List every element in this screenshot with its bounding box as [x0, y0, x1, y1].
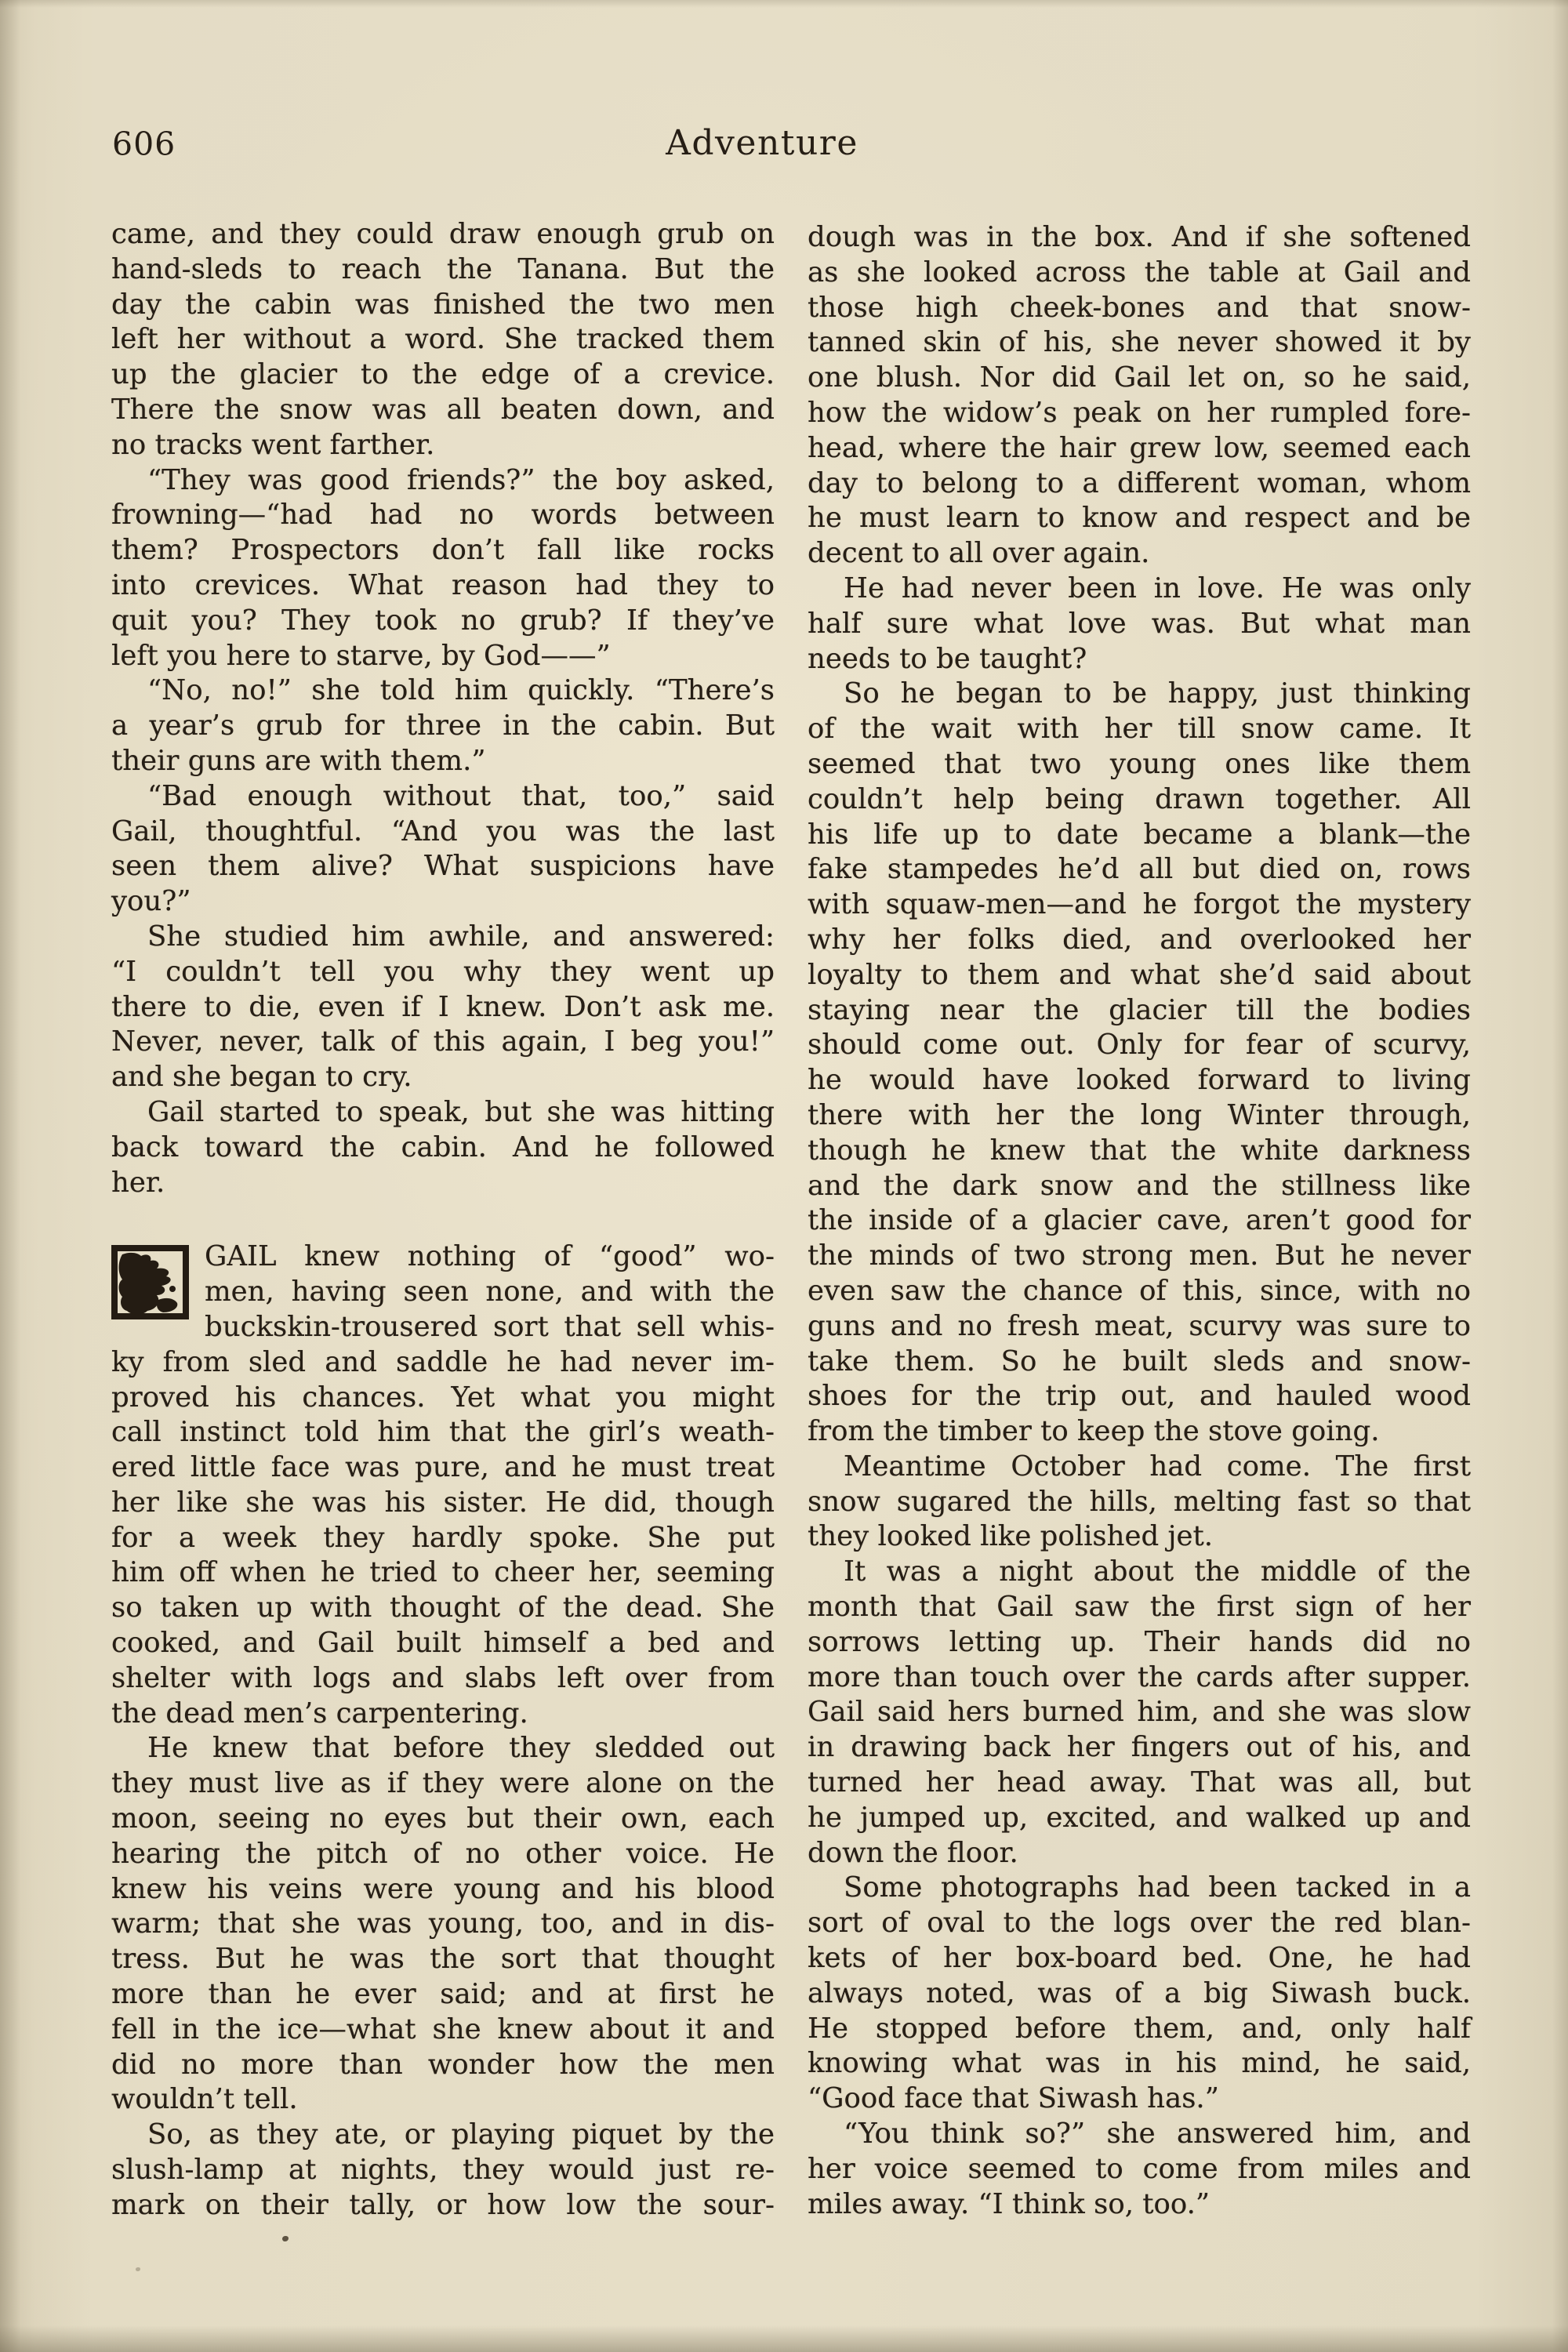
- paragraph: [808, 220, 1471, 572]
- text-line: GAIL knew nothing of “good” wo-: [205, 1240, 775, 1273]
- text-line: there to die, even if I knew. Don’t ask me.: [111, 990, 775, 1023]
- text-line: ky from sled and saddle he had never im-: [111, 1345, 775, 1378]
- text-line: moon, seeing no eyes but their own, each: [111, 1802, 775, 1835]
- text-line: hand-sleds to reach the Tanana. But the: [111, 252, 775, 285]
- text-line: you?”: [111, 885, 191, 918]
- text-line: kets of her box-board bed. One, he had: [808, 1942, 1471, 1975]
- text-line: Some photographs had been tacked in a: [844, 1871, 1471, 1904]
- text-line: men, having seen none, and with the: [205, 1276, 775, 1308]
- paragraph: [808, 1450, 1471, 1555]
- paragraph: [808, 572, 1471, 677]
- text-line: sort of oval to the logs over the red blan-: [808, 1907, 1471, 1940]
- text-line: for a week they hardly spoke. She put: [111, 1521, 775, 1554]
- text-line: he would have looked forward to living: [808, 1064, 1471, 1097]
- text-line: those high cheek-bones and that snow-: [808, 291, 1471, 324]
- text-line: Meantime October had come. The first: [844, 1450, 1471, 1483]
- text-line: came, and they could draw enough grub on: [111, 218, 775, 250]
- text-line: “No, no!” she told him quickly. “There’s: [147, 674, 775, 707]
- text-line: turned her head away. That was all, but: [808, 1766, 1471, 1799]
- text-line: how the widow’s peak on her rumpled fore-: [808, 396, 1471, 429]
- text-line: shelter with logs and slabs left over from: [111, 1661, 775, 1694]
- text-line: “You think so?” she answered him, and: [844, 2118, 1471, 2151]
- text-line: day to belong to a different woman, whom: [808, 466, 1471, 499]
- text-line: the dead men’s carpentering.: [111, 1697, 528, 1730]
- text-line: though he knew that the white darkness: [808, 1134, 1471, 1167]
- text-line: one blush. Nor did Gail let on, so he said,: [808, 361, 1471, 394]
- text-line: wouldn’t tell.: [111, 2083, 298, 2116]
- text-line: left her without a word. She tracked them: [111, 323, 775, 356]
- text-line: slush-lamp at nights, they would just re-: [111, 2154, 775, 2187]
- text-line: mark on their tally, or how low the sour-: [111, 2188, 775, 2221]
- text-line: So, as they ate, or playing piquet by the: [147, 2118, 775, 2151]
- text-line: her.: [111, 1166, 165, 1199]
- text-line: he jumped up, excited, and walked up and: [808, 1801, 1471, 1834]
- page-edge-shadow-right: [1552, 0, 1568, 2352]
- text-line: head, where the hair grew low, seemed each: [808, 431, 1471, 464]
- text-line: of the wait with her till snow came. It: [808, 713, 1471, 746]
- text-line: decent to all over again.: [808, 537, 1150, 570]
- text-line: ered little face was pure, and he must treat: [111, 1451, 775, 1484]
- text-line: and she began to cry.: [111, 1061, 412, 1094]
- text-line: Never, never, talk of this again, I beg you!”: [111, 1025, 775, 1058]
- running-head-magazine-title: Adventure: [666, 123, 858, 163]
- text-line: She studied him awhile, and answered:: [147, 920, 775, 953]
- text-line: He stopped before them, and, only half: [808, 2012, 1471, 2045]
- text-line: quit you? They took no grub? If they’ve: [111, 604, 775, 637]
- text-column-right: [808, 220, 1471, 2222]
- paragraph: [808, 1555, 1471, 1871]
- paragraph: [111, 1095, 775, 1200]
- ink-speck: [282, 2236, 289, 2241]
- text-line: loyalty to them and what she’d said about: [808, 958, 1471, 991]
- text-line: tress. But he was the sort that thought: [111, 1943, 775, 1976]
- paragraph: [111, 2118, 775, 2223]
- text-line: left you here to starve, by God——”: [111, 639, 611, 672]
- text-line: in drawing back her fingers out of his, and: [808, 1731, 1471, 1764]
- text-line: him off when he tried to cheer her, seeming: [111, 1556, 775, 1589]
- paragraph: [111, 920, 775, 1095]
- text-line: her like she was his sister. He did, though: [111, 1486, 775, 1519]
- page-edge-shadow-left: [0, 0, 20, 2352]
- text-line: “Good face that Siwash has.”: [808, 2082, 1219, 2115]
- text-line: more than he ever said; and at first he: [111, 1978, 775, 2011]
- text-line: the minds of two strong men. But he never: [808, 1240, 1471, 1272]
- text-line: “Bad enough without that, too,” said: [147, 779, 775, 812]
- text-line: take them. So he built sleds and snow-: [808, 1345, 1471, 1377]
- text-line: up the glacier to the edge of a crevice.: [111, 358, 775, 391]
- text-line: “They was good friends?” the boy asked,: [147, 463, 775, 496]
- text-line: knowing what was in his mind, he said,: [808, 2047, 1471, 2080]
- page-edge-shadow-bottom: [0, 2325, 1568, 2352]
- text-line: sorrows letting up. Their hands did no: [808, 1625, 1471, 1658]
- text-line: Gail said hers burned him, and she was slow: [808, 1696, 1471, 1729]
- text-line: Gail started to speak, but she was hitting: [147, 1095, 775, 1128]
- text-line: Gail, thoughtful. “And you was the last: [111, 815, 775, 848]
- text-line: he must learn to know and respect and be: [808, 502, 1471, 535]
- text-line: So he began to be happy, just thinking: [844, 677, 1471, 710]
- text-line: always noted, was of a big Siwash buck.: [808, 1976, 1471, 2009]
- text-line: so taken up with thought of the dead. She: [111, 1592, 775, 1624]
- text-line: It was a night about the middle of the: [844, 1555, 1471, 1588]
- text-line: fell in the ice—what she knew about it and: [111, 2013, 775, 2045]
- text-line: with squaw-men—and he forgot the mystery: [808, 888, 1471, 921]
- text-line: seemed that two young ones like them: [808, 747, 1471, 780]
- text-line: down the floor.: [808, 1836, 1018, 1869]
- text-line: his life up to date became a blank—the: [808, 818, 1471, 851]
- text-line: there with her the long Winter through,: [808, 1098, 1471, 1131]
- paragraph: [111, 1240, 775, 1731]
- text-line: from the timber to keep the stove going.: [808, 1415, 1380, 1448]
- section-ornament-woodcut-icon: [111, 1245, 189, 1319]
- text-line: staying near the glacier till the bodies: [808, 993, 1471, 1026]
- text-line: a year’s grub for three in the cabin. But: [111, 710, 775, 742]
- text-line: into crevices. What reason had they to: [111, 568, 775, 601]
- paragraph: [111, 779, 775, 920]
- text-line: seen them alive? What suspicions have: [111, 850, 775, 883]
- text-line: He had never been in love. He was only: [844, 572, 1471, 604]
- text-line: back toward the cabin. And he followed: [111, 1131, 775, 1163]
- text-line: day the cabin was finished the two men: [111, 288, 775, 321]
- text-line: more than touch over the cards after supper.: [808, 1661, 1471, 1693]
- paragraph: [111, 463, 775, 674]
- text-line: as she looked across the table at Gail and: [808, 256, 1471, 289]
- page-number: 606: [112, 125, 176, 163]
- text-line: month that Gail saw the first sign of her: [808, 1591, 1471, 1624]
- text-line: shoes for the trip out, and hauled wood: [808, 1380, 1471, 1413]
- text-line: buckskin-trousered sort that sell whis-: [205, 1310, 775, 1343]
- text-line: did no more than wonder how the men: [111, 2048, 775, 2081]
- text-line: fake stampedes he’d all but died on, rows: [808, 853, 1471, 886]
- text-line: knew his veins were young and his blood: [111, 1872, 775, 1905]
- text-line: the inside of a glacier cave, aren’t good for: [808, 1204, 1471, 1237]
- text-line: they must live as if they were alone on the: [111, 1767, 775, 1800]
- text-line: snow sugared the hills, melting fast so that: [808, 1485, 1471, 1518]
- text-line: warm; that she was young, too, and in dis-: [111, 1907, 775, 1940]
- paragraph: [111, 217, 775, 463]
- text-line: There the snow was all beaten down, and: [111, 393, 775, 426]
- text-line: no tracks went farther.: [111, 428, 435, 461]
- text-line: her voice seemed to come from miles and: [808, 2152, 1471, 2185]
- text-line: even saw the chance of this, since, with no: [808, 1274, 1471, 1307]
- text-line: hearing the pitch of no other voice. He: [111, 1837, 775, 1870]
- text-line: cooked, and Gail built himself a bed and: [111, 1627, 775, 1660]
- paragraph: [111, 673, 775, 779]
- paragraph: [808, 677, 1471, 1450]
- text-line: should come out. Only for fear of scurvy,: [808, 1029, 1471, 1062]
- ink-speck: [136, 2267, 140, 2271]
- text-line: tanned skin of his, she never showed it by: [808, 326, 1471, 359]
- text-line: “I couldn’t tell you why they went up: [111, 955, 775, 988]
- text-column-left: [111, 217, 775, 2223]
- paragraph: [808, 1871, 1471, 2117]
- paragraph: [808, 2117, 1471, 2222]
- text-line: half sure what love was. But what man: [808, 607, 1471, 640]
- text-line: proved his chances. Yet what you might: [111, 1381, 775, 1414]
- text-line: they looked like polished jet.: [808, 1520, 1214, 1553]
- paragraph: [111, 1731, 775, 2118]
- text-line: why her folks died, and overlooked her: [808, 923, 1471, 956]
- text-line: their guns are with them.”: [111, 744, 486, 777]
- text-line: miles away. “I think so, too.”: [808, 2187, 1210, 2220]
- text-line: He knew that before they sledded out: [147, 1732, 775, 1765]
- page-edge-shadow-top: [0, 0, 1568, 8]
- text-line: needs to be taught?: [808, 642, 1087, 675]
- text-line: call instinct told him that the girl’s weath-: [111, 1416, 775, 1449]
- text-line: guns and no fresh meat, scurvy was sure to: [808, 1309, 1471, 1342]
- text-line: dough was in the box. And if she softened: [808, 221, 1471, 253]
- text-line: and the dark snow and the stillness like: [808, 1169, 1471, 1202]
- text-line: frowning—“had had no words between: [111, 499, 775, 532]
- text-line: them? Prospectors don’t fall like rocks: [111, 534, 775, 567]
- text-line: couldn’t help being drawn together. All: [808, 782, 1471, 815]
